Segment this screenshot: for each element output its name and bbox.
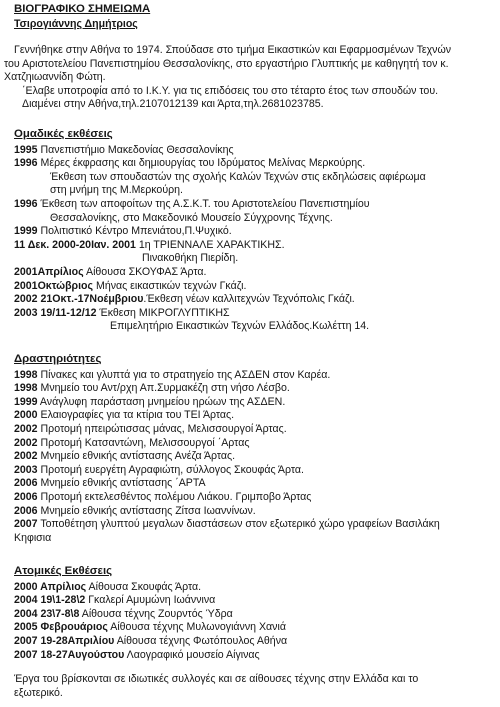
entry-line: [14, 239, 500, 253]
footer-line: Έργα του βρίσκονται σε ιδιωτικές συλλογές και σε αίθουσες τέχνης στην Ελλάδα και το: [14, 673, 419, 685]
entry-text: Προτομή ευεργέτη Αγραφιώτη, σύλλογος Σκουφάς Άρτα.: [37, 463, 304, 476]
entry-date: 2000: [14, 409, 38, 422]
entry-line: [14, 307, 500, 321]
entry-text: Αίθουσα ΣΚΟΥΦΑΣ Άρτα.: [83, 265, 207, 278]
entry-date: 1995: [14, 143, 38, 156]
entry-line: [14, 437, 500, 451]
entry-date: 2002: [14, 436, 38, 449]
entry-line: [14, 396, 500, 410]
entry-date: 2004 23\7-8\8: [14, 607, 80, 620]
entry-text: Ανάγλυφη παράσταση μνημείου ηρώων της ΑΣΔΕΝ.: [37, 395, 286, 408]
entry-line: [14, 266, 500, 280]
entry-line: [14, 491, 500, 505]
bio-section: [0, 44, 500, 112]
entry-continuation: [14, 532, 500, 546]
entry-line: [14, 382, 500, 396]
entry-date: 2003: [14, 463, 38, 476]
entry-text: στη μνήμη της Μ.Μερκούρη.: [50, 184, 183, 197]
entry-text: Πίνακες και γλυπτά για το στρατηγείο της ΑΣΔΕΝ στον Καρέα.: [37, 368, 331, 381]
entry-line: [14, 157, 500, 171]
group-exhibitions-section: [14, 128, 500, 334]
entry-line: [14, 198, 500, 212]
entry-line: [14, 144, 500, 158]
entry-line: [14, 225, 500, 239]
entry-text: Μνημείο εθνικής αντίστασης Ζίτσα Ιωαννίνων.: [37, 504, 256, 517]
bio-line: ΄Ελαβε υποτροφία από το Ι.Κ.Υ. για τις επιδόσεις του στο τέταρτο έτος των σπουδών του.: [22, 84, 439, 97]
bio-line: του Αριστοτελείου Πανεπιστημίου Θεσσαλονίκης, στο εργαστήριο Γλυπτικής με καθηγητή τον κ.: [4, 57, 449, 70]
document-title: ΒΙΟΓΡΑΦΙΚΟ ΣΗΜΕΙΩΜΑ: [14, 3, 151, 15]
entry-line: [14, 409, 500, 423]
entry-date: 1996: [14, 197, 38, 210]
entry-date: 1996: [14, 157, 38, 170]
artist-name: Τσιρογιάννης Δημήτριος: [14, 17, 138, 30]
entry-text: Μνημείο εθνικής αντίστασης ΄ΑΡΤΑ: [37, 477, 206, 490]
entry-line: [14, 594, 500, 608]
entry-date: 2001Απρίλιος: [14, 265, 84, 278]
bio-line: Χατζηιωαννίδη Φώτη.: [4, 71, 106, 84]
entry-line: [14, 369, 500, 383]
entry-line: [14, 518, 500, 532]
entry-text: Μνημείο εθνικής αντίστασης Ανέζα Άρτας.: [37, 450, 236, 463]
entry-date: 2007 19-28Απριλίου: [14, 634, 115, 647]
entry-text: Πολιτιστικό Κέντρο Μπενιάτου,Π.Ψυχικό.: [37, 225, 232, 238]
entry-date: 11 Δεκ. 2000-20Ιαν. 2001: [14, 238, 136, 251]
entry-date: 2003 19/11-12/12: [14, 306, 97, 319]
entry-text: Προτομή εκτελεσθέντος πολέμου Λιάκου. Γριμποβο Άρτας: [37, 490, 312, 503]
entry-continuation: [14, 320, 500, 334]
entry-text: 1η ΤΡΙΕΝΝΑΛΕ ΧΑΡΑΚΤΙΚΗΣ.: [135, 238, 285, 251]
entry-text: .Έκθεση νέων καλλιτεχνών Τεχνόπολις Γκάζι.: [143, 293, 355, 306]
entry-line: [14, 464, 500, 478]
entry-line: [14, 581, 500, 595]
entry-continuation: [14, 252, 500, 266]
entry-date: 2001Οκτώβριος: [14, 279, 94, 292]
entry-continuation: [14, 184, 500, 198]
entry-line: [14, 608, 500, 622]
entry-text: Μήνας εικαστικών τεχνών Γκάζι.: [93, 279, 247, 292]
cv-header: [14, 3, 500, 31]
entry-text: Τοποθέτηση γλυπτού μεγαλων διαστάσεων στον εξωτερικό χώρο γραφείων Βασιλάκη: [37, 518, 440, 531]
entry-text: Έκθεση ΜΙΚΡΟΓΛΥΠΤΙΚΗΣ: [96, 306, 230, 319]
entry-date: 2002 21Οκτ.-17Νοέμβριου: [14, 293, 144, 306]
entry-date: 2006: [14, 477, 38, 490]
entry-text: Πινακοθήκη Πιερίδη.: [142, 252, 239, 265]
entry-date: 2004 19\1-28\2: [14, 594, 86, 607]
entry-line: [14, 621, 500, 635]
entry-line: [14, 450, 500, 464]
entry-date: 1998: [14, 368, 38, 381]
entry-text: Μνημείο του Αντ/ρχη Απ.Συρμακέζη στη νήσο Λέσβο.: [37, 382, 290, 395]
entry-date: 2007 18-27Αυγούστου: [14, 648, 125, 661]
entry-text: Ελαιογραφίες για τα κτίρια του ΤΕΙ Άρτας.: [37, 409, 235, 422]
entry-text: Προτομή Κατσαντώνη, Μελισσουργοί ΄Αρτας: [37, 436, 250, 449]
entry-line: [14, 649, 500, 663]
bio-line: Γεννήθηκε στην Αθήνα το 1974. Σπούδασε στο τμήμα Εικαστικών και Εφαρμοσμένων Τεχνών: [14, 44, 452, 56]
entry-line: [14, 505, 500, 519]
bio-line: Διαμένει στην Αθήνα,τηλ.2107012139 και Άρτα,τηλ.2681023785.: [22, 98, 324, 111]
entry-date: 2006: [14, 490, 38, 503]
entry-line: [14, 635, 500, 649]
entry-date: 1999: [14, 225, 38, 238]
entry-text: Αίθουσα τέχνης Φωτόπουλος Αθήνα: [114, 634, 288, 647]
entry-continuation: [14, 212, 500, 226]
entry-text: Λαογραφικό μουσείο Αίγινας: [124, 648, 260, 661]
entry-text: Έκθεση των αποφοίτων της Α.Σ.Κ.Τ. του Αριστοτελείου Πανεπιστημίου: [37, 197, 370, 210]
entry-text: Αίθουσα Σκουφάς Άρτα.: [86, 580, 202, 593]
entry-line: [14, 423, 500, 437]
entry-line: [14, 477, 500, 491]
solo-exhibitions-heading: Ατομικές Εκθέσεις: [14, 565, 113, 577]
group-exhibitions-heading: Ομαδικές εκθέσεις: [14, 128, 113, 140]
activities-heading: Δραστηριότητες: [14, 353, 102, 365]
entry-date: 1998: [14, 382, 38, 395]
entry-text: Προτομή ηπειρώτισσας μάνας, Μελισσουργοί Άρτας.: [37, 422, 287, 435]
entry-date: 2002: [14, 450, 38, 463]
entry-date: 1999: [14, 395, 38, 408]
entry-text: Γκαλερί Αμυμώνη Ιωάννινα: [85, 594, 216, 607]
entry-text: Αίθουσα τέχνης Μυλωνογιάννη Χανιά: [107, 621, 286, 634]
entry-continuation: [14, 171, 500, 185]
entry-line: [14, 293, 500, 307]
solo-exhibitions-section: [14, 565, 500, 662]
entry-date: 2007: [14, 518, 38, 531]
entry-date: 2000 Απρίλιος: [14, 580, 87, 593]
entry-text: Μέρες έκφρασης και δημιουργίας του Ιδρύματος Μελίνας Μερκούρης.: [37, 157, 366, 170]
entry-date: 2005 Φεβρουάριος: [14, 621, 108, 634]
entry-date: 2006: [14, 504, 38, 517]
activities-section: [14, 353, 500, 545]
footer-note: [14, 673, 500, 700]
entry-text: Έκθεση των σπουδαστών της σχολής Καλών Τεχνών στις εκδηλώσεις αφιέρωμα: [50, 170, 426, 183]
entry-text: Αίθουσα τέχνης Ζουρντός Ύδρα: [79, 607, 233, 620]
footer-line: εξωτερικό.: [14, 686, 63, 699]
entry-text: Κηφισια: [14, 531, 52, 544]
entry-text: Επιμελητήριο Εικαστικών Τεχνών Ελλάδος.Κωλέττη 14.: [110, 320, 370, 333]
entry-line: [14, 280, 500, 294]
entry-text: Θεσσαλονίκης, στο Μακεδονικό Μουσείο Σύγχρονης Τέχνης.: [50, 211, 333, 224]
entry-text: Πανεπιστήμιο Μακεδονίας Θεσσαλονίκης: [37, 143, 234, 156]
entry-date: 2002: [14, 422, 38, 435]
